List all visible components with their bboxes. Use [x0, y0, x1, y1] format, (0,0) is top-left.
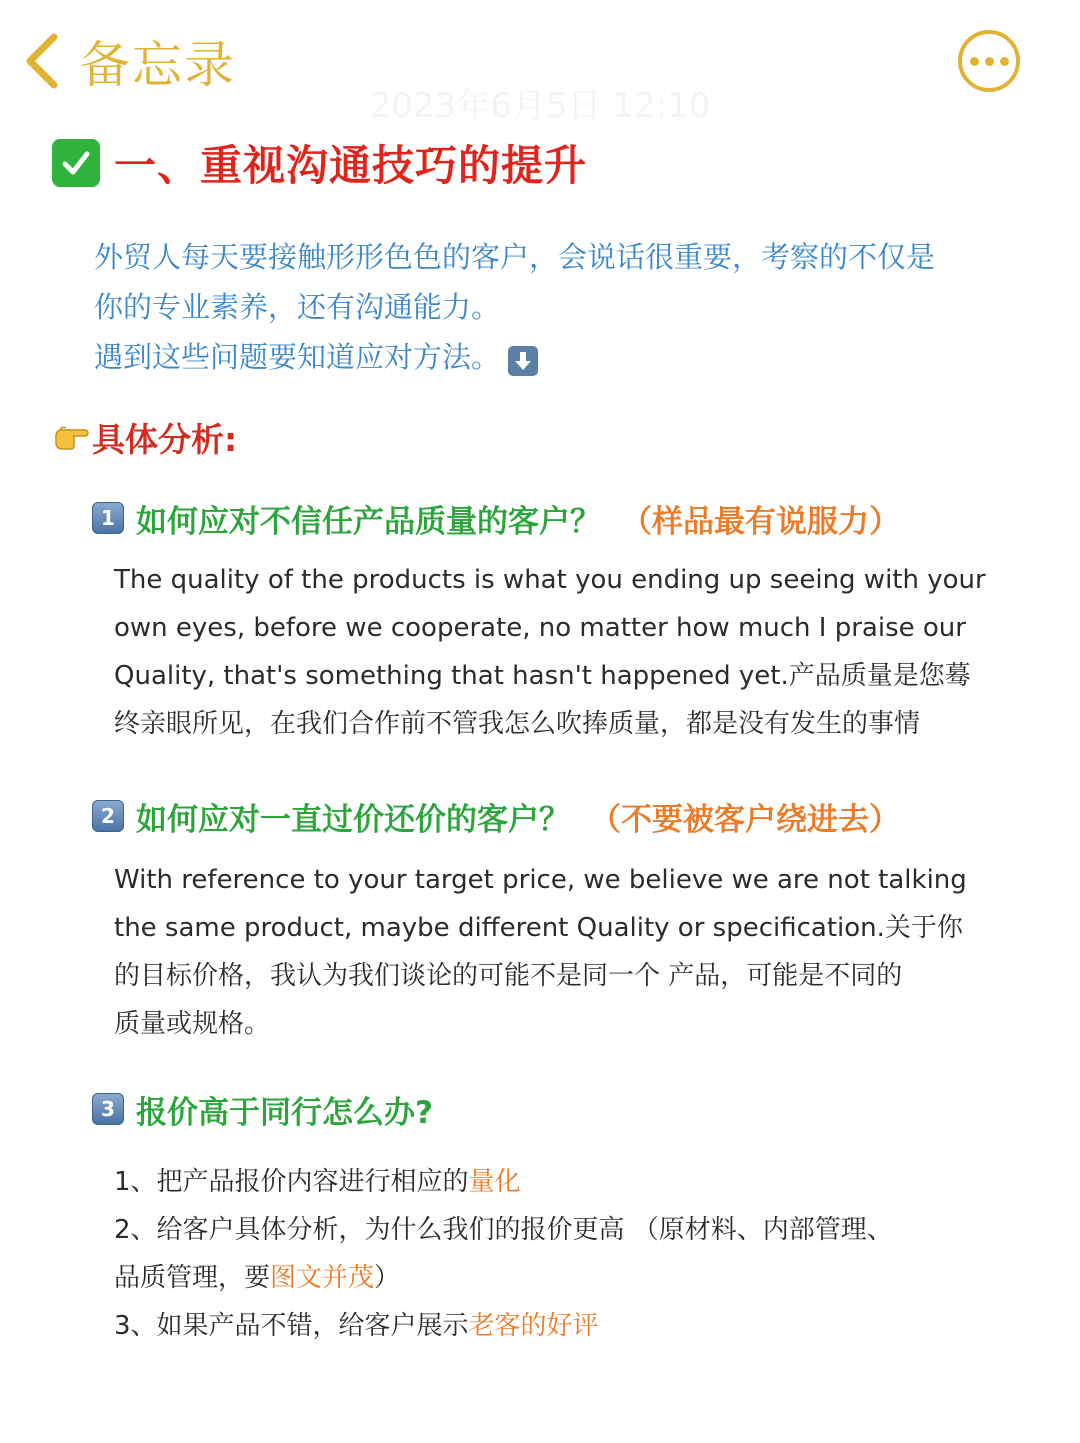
back-label: 备忘录 — [80, 36, 236, 94]
highlight-text: 老客的好评 — [468, 1311, 599, 1341]
list-item: 2、给客户具体分析，为什么我们的报价更高 （原材料、内部管理、 — [114, 1215, 893, 1245]
question-heading — [92, 791, 900, 841]
check-mark-icon — [52, 139, 100, 187]
down-arrow-icon — [508, 346, 538, 376]
note-timestamp: 2023年6月5日 12:10 — [369, 86, 711, 126]
answer-line: With reference to your target price, we believe we are not talking — [114, 865, 967, 895]
question-title: 如何应对不信任产品质量的客户？ — [136, 503, 601, 540]
section-title: 一、重视沟通技巧的提升 — [114, 141, 588, 190]
list-item: 品质管理，要图文并茂） — [114, 1263, 401, 1293]
answer-line: own eyes, before we cooperate, no matter how much I praise our — [114, 613, 966, 643]
answer-line: 终亲眼所见，在我们合作前不管我怎么吹捧质量，都是没有发生的事情 — [114, 709, 921, 739]
highlight-text: 量化 — [468, 1167, 521, 1197]
dot-icon — [970, 57, 979, 66]
intro-paragraph — [94, 232, 994, 382]
highlight-text: 图文并茂 — [270, 1263, 375, 1293]
answer-paragraph — [114, 856, 994, 1048]
intro-line: 外贸人每天要接触形形色色的客户，会说话很重要，考察的不仅是 — [94, 240, 936, 274]
question-note: （样品最有说服力） — [621, 503, 900, 540]
answer-line: Quality, that's something that hasn't happened yet.产品质量是您蓦 — [114, 661, 971, 691]
answer-line: 质量或规格。 — [114, 1009, 271, 1039]
question-title: 如何应对一直过价还价的客户？ — [136, 801, 570, 838]
number-one-icon: 1 — [92, 502, 124, 534]
answer-list — [114, 1158, 994, 1350]
answer-line: 的目标价格，我认为我们谈论的可能不是同一个 产品，可能是不同的 — [114, 961, 903, 991]
pointing-hand-icon — [54, 422, 90, 452]
answer-paragraph — [114, 556, 994, 748]
number-two-icon: 2 — [92, 800, 124, 832]
question-heading — [92, 493, 900, 543]
question-title: 报价高于同行怎么办? — [136, 1094, 433, 1131]
analysis-title: 具体分析: — [92, 419, 238, 459]
question-note: （不要被客户绕进去） — [590, 801, 900, 838]
dot-icon — [1000, 57, 1009, 66]
list-item: 3、如果产品不错，给客户展示老客的好评 — [114, 1311, 599, 1341]
number-three-icon: 3 — [92, 1093, 124, 1125]
section-heading — [52, 136, 587, 190]
nav-bar — [0, 0, 1080, 126]
question-heading — [92, 1084, 433, 1134]
intro-line: 你的专业素养，还有沟通能力。 — [94, 290, 501, 324]
more-options-button[interactable] — [958, 30, 1020, 92]
analysis-heading — [54, 412, 237, 462]
dot-icon — [985, 57, 994, 66]
list-item: 1、把产品报价内容进行相应的量化 — [114, 1167, 521, 1197]
answer-line: The quality of the products is what you ending up seeing with your — [114, 565, 986, 595]
intro-line: 遇到这些问题要知道应对方法。 — [94, 332, 994, 382]
answer-line: the same product, maybe different Quality or specification.关于你 — [114, 913, 963, 943]
